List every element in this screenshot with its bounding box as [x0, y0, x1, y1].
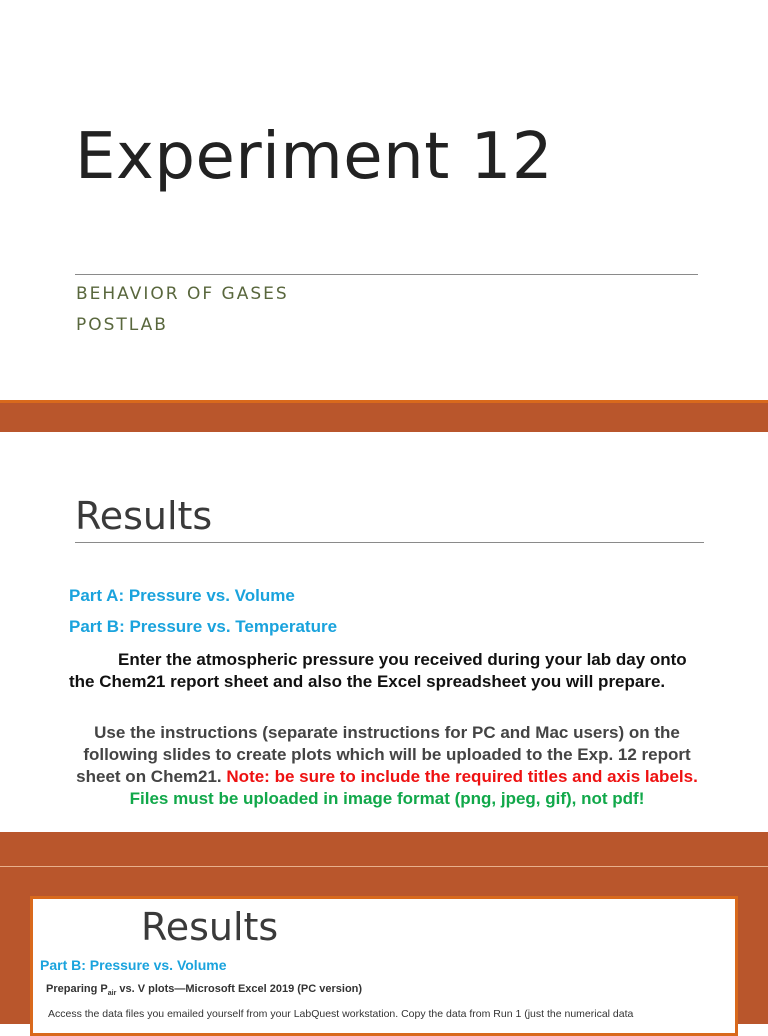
part-a-heading: Part A: Pressure vs. Volume [69, 586, 295, 605]
file-format-note: Files must be uploaded in image format (png, jpeg, gif), not pdf! [129, 789, 645, 808]
prep-prefix: Preparing P [46, 983, 108, 995]
slide-subtitle-line1: BEHAVIOR OF GASES [76, 284, 289, 304]
plot-instructions-main: Use the instructions (separate instructions for PC and Mac users) on the following slides to create plots which will be uploaded to the Exp. 12 report sheet on Chem21. [76, 723, 691, 786]
slide-separator-band [0, 400, 768, 432]
atmospheric-pressure-instructions [69, 649, 709, 693]
results-divider [75, 542, 704, 543]
results-slide [0, 432, 768, 832]
prep-subscript: air [107, 990, 117, 998]
atmospheric-pressure-text: Enter the atmospheric pressure you received during your lab day onto the Chem21 report sheet and also the Excel spreadsheet you will prepare. [69, 650, 687, 691]
required-labels-note: Note: be sure to include the required titles and axis labels. [226, 767, 698, 786]
preparing-plots-heading [46, 983, 362, 997]
part-b-heading: Part B: Pressure vs. Temperature [69, 617, 338, 636]
title-slide [0, 0, 768, 400]
results-title-2: Results [141, 905, 279, 949]
slide-subtitle-line2: POSTLAB [76, 315, 168, 335]
part-b-volume-heading: Part B: Pressure vs. Volume [40, 957, 227, 973]
access-data-instructions: Access the data files you emailed yourself from your LabQuest workstation. Copy the data from Run 1 (just the numerical data [48, 1008, 634, 1020]
slide-title: Experiment 12 [75, 120, 554, 194]
results-title: Results [75, 494, 213, 538]
results-slide-preview [30, 896, 738, 1036]
title-divider [75, 274, 698, 275]
plot-instructions [66, 722, 708, 810]
band-highlight-line [0, 866, 768, 867]
prep-suffix: vs. V plots—Microsoft Excel 2019 (PC version) [116, 983, 363, 995]
